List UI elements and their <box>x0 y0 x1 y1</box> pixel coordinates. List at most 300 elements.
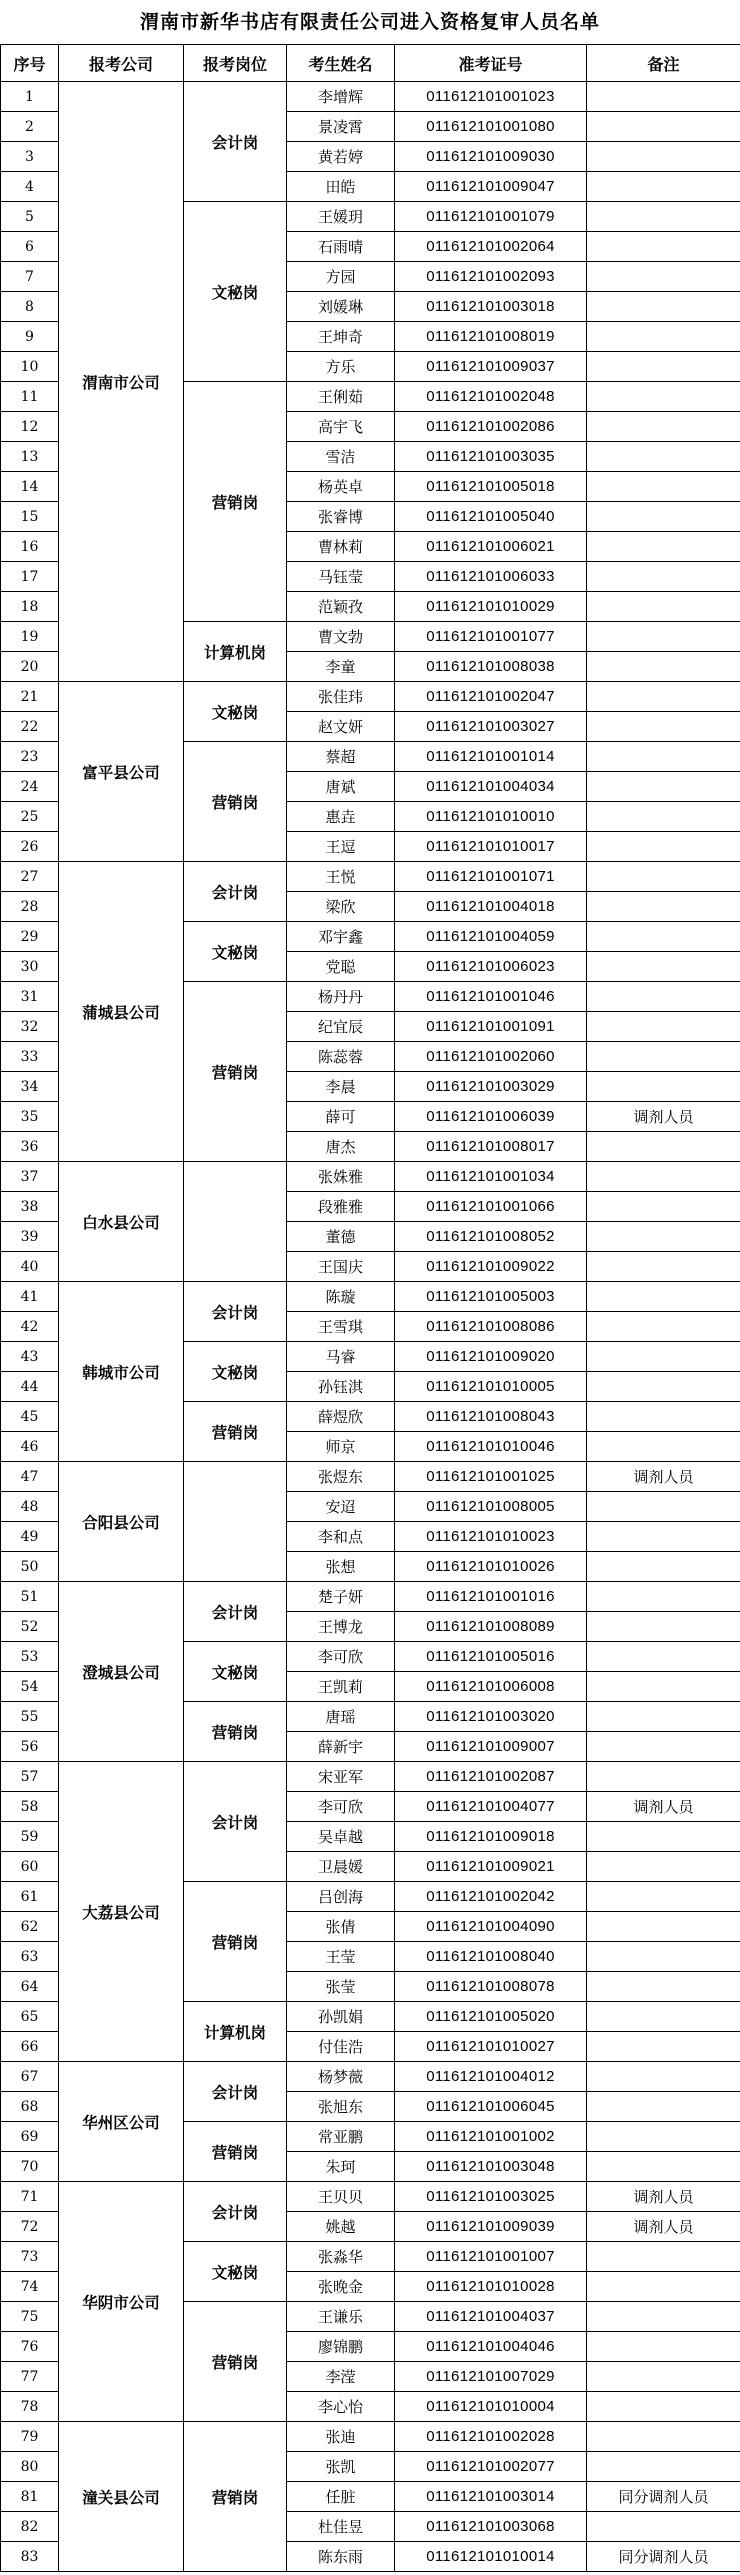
note-cell <box>587 232 740 262</box>
note-cell <box>587 1612 740 1642</box>
exam-id-cell: 011612101001046 <box>395 982 587 1012</box>
note-cell <box>587 2032 740 2062</box>
note-cell <box>587 322 740 352</box>
seq-cell: 44 <box>1 1372 59 1402</box>
seq-cell: 21 <box>1 682 59 712</box>
seq-cell: 55 <box>1 1702 59 1732</box>
seq-cell: 61 <box>1 1882 59 1912</box>
seq-cell: 40 <box>1 1252 59 1282</box>
seq-cell: 12 <box>1 412 59 442</box>
note-cell <box>587 2512 740 2542</box>
table-row <box>1 2182 740 2212</box>
note-cell <box>587 1432 740 1462</box>
note-cell <box>587 952 740 982</box>
note-cell <box>587 1132 740 1162</box>
exam-id-cell: 011612101002028 <box>395 2422 587 2452</box>
note-cell <box>587 262 740 292</box>
note-cell <box>587 2242 740 2272</box>
note-cell <box>587 832 740 862</box>
seq-cell: 70 <box>1 2152 59 2182</box>
exam-id-cell: 011612101008052 <box>395 1222 587 1252</box>
seq-cell: 30 <box>1 952 59 982</box>
exam-id-cell: 011612101001091 <box>395 1012 587 1042</box>
seq-cell: 81 <box>1 2482 59 2512</box>
seq-cell: 38 <box>1 1192 59 1222</box>
note-cell <box>587 1582 740 1612</box>
seq-cell: 31 <box>1 982 59 1012</box>
exam-id-cell: 011612101001066 <box>395 1192 587 1222</box>
seq-cell: 20 <box>1 652 59 682</box>
seq-cell: 36 <box>1 1132 59 1162</box>
exam-id-cell: 011612101010027 <box>395 2032 587 2062</box>
exam-id-cell: 011612101010029 <box>395 592 587 622</box>
table-row <box>1 1282 740 1312</box>
note-cell <box>587 1222 740 1252</box>
note-cell <box>587 682 740 712</box>
name-cell: 段雅雅 <box>287 1192 395 1222</box>
seq-cell: 14 <box>1 472 59 502</box>
exam-id-cell: 011612101002077 <box>395 2452 587 2482</box>
seq-cell: 1 <box>1 82 59 112</box>
note-cell <box>587 1372 740 1402</box>
name-cell: 刘媛琳 <box>287 292 395 322</box>
name-cell: 常亚鹏 <box>287 2122 395 2152</box>
seq-cell: 5 <box>1 202 59 232</box>
note-cell <box>587 1252 740 1282</box>
exam-id-cell: 011612101009020 <box>395 1342 587 1372</box>
note-cell <box>587 712 740 742</box>
seq-cell: 50 <box>1 1552 59 1582</box>
post-cell: 营销岗 <box>184 1882 287 2002</box>
exam-id-cell: 011612101009018 <box>395 1822 587 1852</box>
exam-id-cell: 011612101010046 <box>395 1432 587 1462</box>
company-cell: 澄城县公司 <box>59 1582 184 1762</box>
exam-id-cell: 011612101009030 <box>395 142 587 172</box>
name-cell: 唐斌 <box>287 772 395 802</box>
seq-cell: 74 <box>1 2272 59 2302</box>
name-cell: 王俐茹 <box>287 382 395 412</box>
name-cell: 朱珂 <box>287 2152 395 2182</box>
note-cell <box>587 1912 740 1942</box>
note-cell: 同分调剂人员 <box>587 2482 740 2512</box>
exam-id-cell: 011612101002042 <box>395 1882 587 1912</box>
company-cell: 白水县公司 <box>59 1162 184 1282</box>
name-cell: 安迢 <box>287 1492 395 1522</box>
name-cell: 李可欣 <box>287 1792 395 1822</box>
name-cell: 梁欣 <box>287 892 395 922</box>
seq-cell: 7 <box>1 262 59 292</box>
seq-cell: 42 <box>1 1312 59 1342</box>
post-cell: 会计岗 <box>184 1762 287 1882</box>
seq-cell: 19 <box>1 622 59 652</box>
note-cell <box>587 82 740 112</box>
seq-cell: 75 <box>1 2302 59 2332</box>
note-cell <box>587 862 740 892</box>
company-cell: 富平县公司 <box>59 682 184 862</box>
seq-cell: 26 <box>1 832 59 862</box>
exam-id-cell: 011612101006045 <box>395 2092 587 2122</box>
seq-cell: 46 <box>1 1432 59 1462</box>
note-cell <box>587 1642 740 1672</box>
note-cell <box>587 202 740 232</box>
exam-id-cell: 011612101001079 <box>395 202 587 232</box>
seq-cell: 33 <box>1 1042 59 1072</box>
note-cell <box>587 1972 740 2002</box>
exam-id-cell: 011612101010010 <box>395 802 587 832</box>
name-cell: 张佳玮 <box>287 682 395 712</box>
exam-id-cell: 011612101006033 <box>395 562 587 592</box>
seq-cell: 80 <box>1 2452 59 2482</box>
company-cell: 合阳县公司 <box>59 1462 184 1582</box>
note-cell <box>587 1822 740 1852</box>
exam-id-cell: 011612101001080 <box>395 112 587 142</box>
exam-id-cell: 011612101002060 <box>395 1042 587 1072</box>
name-cell: 张淼华 <box>287 2242 395 2272</box>
seq-cell: 71 <box>1 2182 59 2212</box>
post-cell <box>184 1462 287 1582</box>
note-cell <box>587 2362 740 2392</box>
seq-cell: 66 <box>1 2032 59 2062</box>
seq-cell: 62 <box>1 1912 59 1942</box>
name-cell: 纪宜辰 <box>287 1012 395 1042</box>
seq-cell: 24 <box>1 772 59 802</box>
exam-id-cell: 011612101002048 <box>395 382 587 412</box>
seq-cell: 51 <box>1 1582 59 1612</box>
name-cell: 王雪琪 <box>287 1312 395 1342</box>
post-cell: 营销岗 <box>184 2302 287 2422</box>
seq-cell: 57 <box>1 1762 59 1792</box>
exam-id-cell: 011612101003068 <box>395 2512 587 2542</box>
note-cell <box>587 2062 740 2092</box>
exam-id-cell: 011612101008017 <box>395 1132 587 1162</box>
exam-id-cell: 011612101010004 <box>395 2392 587 2422</box>
post-cell: 会计岗 <box>184 862 287 922</box>
name-cell: 薛煜欣 <box>287 1402 395 1432</box>
seq-cell: 2 <box>1 112 59 142</box>
exam-id-cell: 011612101001016 <box>395 1582 587 1612</box>
seq-cell: 23 <box>1 742 59 772</box>
seq-cell: 67 <box>1 2062 59 2092</box>
post-cell: 文秘岗 <box>184 2242 287 2302</box>
note-cell <box>587 802 740 832</box>
seq-cell: 73 <box>1 2242 59 2272</box>
name-cell: 马钰莹 <box>287 562 395 592</box>
note-cell <box>587 112 740 142</box>
name-cell: 范颖孜 <box>287 592 395 622</box>
exam-id-cell: 011612101001002 <box>395 2122 587 2152</box>
seq-cell: 54 <box>1 1672 59 1702</box>
table-row <box>1 1582 740 1612</box>
seq-cell: 16 <box>1 532 59 562</box>
exam-id-cell: 011612101004077 <box>395 1792 587 1822</box>
note-cell <box>587 1732 740 1762</box>
name-cell: 张凯 <box>287 2452 395 2482</box>
header-note: 备注 <box>587 45 740 82</box>
post-cell: 会计岗 <box>184 1582 287 1642</box>
note-cell <box>587 1852 740 1882</box>
exam-id-cell: 011612101003027 <box>395 712 587 742</box>
seq-cell: 25 <box>1 802 59 832</box>
exam-id-cell: 011612101010017 <box>395 832 587 862</box>
name-cell: 吴卓越 <box>287 1822 395 1852</box>
exam-id-cell: 011612101006023 <box>395 952 587 982</box>
post-cell: 文秘岗 <box>184 202 287 382</box>
name-cell: 王贝贝 <box>287 2182 395 2212</box>
note-cell <box>587 1702 740 1732</box>
seq-cell: 68 <box>1 2092 59 2122</box>
exam-id-cell: 011612101005003 <box>395 1282 587 1312</box>
exam-id-cell: 011612101008078 <box>395 1972 587 2002</box>
exam-id-cell: 011612101004090 <box>395 1912 587 1942</box>
note-cell <box>587 922 740 952</box>
post-cell <box>184 1162 287 1282</box>
post-cell: 营销岗 <box>184 1702 287 1762</box>
post-cell: 文秘岗 <box>184 1342 287 1402</box>
name-cell: 唐杰 <box>287 1132 395 1162</box>
seq-cell: 28 <box>1 892 59 922</box>
seq-cell: 39 <box>1 1222 59 1252</box>
name-cell: 师京 <box>287 1432 395 1462</box>
seq-cell: 32 <box>1 1012 59 1042</box>
name-cell: 王莹 <box>287 1942 395 1972</box>
note-cell <box>587 2122 740 2152</box>
company-cell: 渭南市公司 <box>59 82 184 682</box>
name-cell: 付佳浩 <box>287 2032 395 2062</box>
post-cell: 文秘岗 <box>184 922 287 982</box>
table-row <box>1 2062 740 2092</box>
header-seq: 序号 <box>1 45 59 82</box>
name-cell: 李童 <box>287 652 395 682</box>
exam-id-cell: 011612101001007 <box>395 2242 587 2272</box>
post-cell: 营销岗 <box>184 742 287 862</box>
exam-id-cell: 011612101007029 <box>395 2362 587 2392</box>
name-cell: 张迪 <box>287 2422 395 2452</box>
seq-cell: 64 <box>1 1972 59 2002</box>
name-cell: 张煜东 <box>287 1462 395 1492</box>
name-cell: 张倩 <box>287 1912 395 1942</box>
note-cell <box>587 442 740 472</box>
name-cell: 王国庆 <box>287 1252 395 1282</box>
exam-id-cell: 011612101006039 <box>395 1102 587 1132</box>
note-cell <box>587 1162 740 1192</box>
seq-cell: 35 <box>1 1102 59 1132</box>
name-cell: 赵文妍 <box>287 712 395 742</box>
note-cell <box>587 142 740 172</box>
seq-cell: 45 <box>1 1402 59 1432</box>
exam-id-cell: 011612101003035 <box>395 442 587 472</box>
note-cell <box>587 502 740 532</box>
name-cell: 李滢 <box>287 2362 395 2392</box>
name-cell: 王逗 <box>287 832 395 862</box>
post-cell: 营销岗 <box>184 2122 287 2182</box>
header-post: 报考岗位 <box>184 45 287 82</box>
exam-id-cell: 011612101005040 <box>395 502 587 532</box>
name-cell: 张想 <box>287 1552 395 1582</box>
company-cell: 大荔县公司 <box>59 1762 184 2062</box>
name-cell: 楚子妍 <box>287 1582 395 1612</box>
name-cell: 张睿博 <box>287 502 395 532</box>
seq-cell: 83 <box>1 2542 59 2572</box>
page-title: 渭南市新华书店有限责任公司进入资格复审人员名单 <box>139 11 600 33</box>
name-cell: 景凌霄 <box>287 112 395 142</box>
exam-id-cell: 011612101006021 <box>395 532 587 562</box>
note-cell <box>587 1342 740 1372</box>
post-cell: 文秘岗 <box>184 1642 287 1702</box>
exam-id-cell: 011612101002093 <box>395 262 587 292</box>
seq-cell: 6 <box>1 232 59 262</box>
table-row <box>1 682 740 712</box>
seq-cell: 13 <box>1 442 59 472</box>
seq-cell: 65 <box>1 2002 59 2032</box>
seq-cell: 22 <box>1 712 59 742</box>
note-cell <box>587 292 740 322</box>
note-cell <box>587 1942 740 1972</box>
seq-cell: 58 <box>1 1792 59 1822</box>
exam-id-cell: 011612101001034 <box>395 1162 587 1192</box>
seq-cell: 4 <box>1 172 59 202</box>
note-cell: 同分调剂人员 <box>587 2542 740 2572</box>
seq-cell: 53 <box>1 1642 59 1672</box>
name-cell: 姚越 <box>287 2212 395 2242</box>
note-cell: 调剂人员 <box>587 1462 740 1492</box>
exam-id-cell: 011612101004059 <box>395 922 587 952</box>
note-cell <box>587 1312 740 1342</box>
note-cell <box>587 2272 740 2302</box>
exam-id-cell: 011612101001023 <box>395 82 587 112</box>
post-cell: 会计岗 <box>184 2182 287 2242</box>
name-cell: 陈东雨 <box>287 2542 395 2572</box>
note-cell <box>587 1672 740 1702</box>
note-cell <box>587 1522 740 1552</box>
table-row <box>1 1162 740 1192</box>
exam-id-cell: 011612101002087 <box>395 1762 587 1792</box>
name-cell: 雪洁 <box>287 442 395 472</box>
name-cell: 李心怡 <box>287 2392 395 2422</box>
name-cell: 蔡超 <box>287 742 395 772</box>
seq-cell: 49 <box>1 1522 59 1552</box>
post-cell: 计算机岗 <box>184 622 287 682</box>
name-cell: 曹林莉 <box>287 532 395 562</box>
name-cell: 田皓 <box>287 172 395 202</box>
company-cell: 韩城市公司 <box>59 1282 184 1462</box>
note-cell <box>587 2332 740 2362</box>
name-cell: 孙钰淇 <box>287 1372 395 1402</box>
name-cell: 张晚金 <box>287 2272 395 2302</box>
exam-id-cell: 011612101004046 <box>395 2332 587 2362</box>
exam-id-cell: 011612101002064 <box>395 232 587 262</box>
exam-id-cell: 011612101001014 <box>395 742 587 772</box>
post-cell: 营销岗 <box>184 1402 287 1462</box>
note-cell <box>587 1072 740 1102</box>
table-row <box>1 1462 740 1492</box>
post-cell: 计算机岗 <box>184 2002 287 2062</box>
exam-id-cell: 011612101003029 <box>395 1072 587 1102</box>
post-cell: 会计岗 <box>184 1282 287 1342</box>
name-cell: 宋亚军 <box>287 1762 395 1792</box>
name-cell: 董德 <box>287 1222 395 1252</box>
exam-id-cell: 011612101010023 <box>395 1522 587 1552</box>
seq-cell: 9 <box>1 322 59 352</box>
header-row <box>1 45 740 82</box>
name-cell: 曹文勃 <box>287 622 395 652</box>
note-cell <box>587 1012 740 1042</box>
name-cell: 杨英卓 <box>287 472 395 502</box>
name-cell: 惠垚 <box>287 802 395 832</box>
note-cell: 调剂人员 <box>587 1792 740 1822</box>
name-cell: 石雨晴 <box>287 232 395 262</box>
note-cell: 调剂人员 <box>587 2212 740 2242</box>
exam-id-cell: 011612101009039 <box>395 2212 587 2242</box>
company-cell: 华阴市公司 <box>59 2182 184 2422</box>
header-name: 考生姓名 <box>287 45 395 82</box>
note-cell <box>587 1192 740 1222</box>
table-row <box>1 82 740 112</box>
exam-id-cell: 011612101009037 <box>395 352 587 382</box>
seq-cell: 10 <box>1 352 59 382</box>
note-cell <box>587 412 740 442</box>
name-cell: 王悦 <box>287 862 395 892</box>
seq-cell: 41 <box>1 1282 59 1312</box>
name-cell: 吕创海 <box>287 1882 395 1912</box>
note-cell <box>587 382 740 412</box>
exam-id-cell: 011612101009047 <box>395 172 587 202</box>
name-cell: 廖锦鹏 <box>287 2332 395 2362</box>
name-cell: 陈蕊蓉 <box>287 1042 395 1072</box>
seq-cell: 52 <box>1 1612 59 1642</box>
name-cell: 方园 <box>287 262 395 292</box>
exam-id-cell: 011612101004012 <box>395 2062 587 2092</box>
exam-id-cell: 011612101005016 <box>395 1642 587 1672</box>
header-exam-id: 准考证号 <box>395 45 587 82</box>
name-cell: 薛新宇 <box>287 1732 395 1762</box>
exam-id-cell: 011612101009007 <box>395 1732 587 1762</box>
note-cell <box>587 2152 740 2182</box>
exam-id-cell: 011612101010028 <box>395 2272 587 2302</box>
name-cell: 杜佳昱 <box>287 2512 395 2542</box>
name-cell: 马睿 <box>287 1342 395 1372</box>
seq-cell: 18 <box>1 592 59 622</box>
post-cell: 文秘岗 <box>184 682 287 742</box>
table-row <box>1 2422 740 2452</box>
note-cell <box>587 2392 740 2422</box>
exam-id-cell: 011612101008043 <box>395 1402 587 1432</box>
note-cell <box>587 1042 740 1072</box>
exam-id-cell: 011612101008086 <box>395 1312 587 1342</box>
exam-id-cell: 011612101003014 <box>395 2482 587 2512</box>
exam-id-cell: 011612101004018 <box>395 892 587 922</box>
note-cell <box>587 172 740 202</box>
name-cell: 李和点 <box>287 1522 395 1552</box>
name-cell: 杨丹丹 <box>287 982 395 1012</box>
name-cell: 薛可 <box>287 1102 395 1132</box>
name-cell: 杨梦薇 <box>287 2062 395 2092</box>
note-cell <box>587 772 740 802</box>
seq-cell: 8 <box>1 292 59 322</box>
note-cell <box>587 472 740 502</box>
exam-id-cell: 011612101003048 <box>395 2152 587 2182</box>
seq-cell: 82 <box>1 2512 59 2542</box>
table-row <box>1 862 740 892</box>
exam-id-cell: 011612101005018 <box>395 472 587 502</box>
note-cell <box>587 2422 740 2452</box>
exam-id-cell: 011612101008040 <box>395 1942 587 1972</box>
note-cell <box>587 2452 740 2482</box>
name-cell: 李晨 <box>287 1072 395 1102</box>
name-cell: 张姝雅 <box>287 1162 395 1192</box>
name-cell: 王坤奇 <box>287 322 395 352</box>
post-cell: 会计岗 <box>184 82 287 202</box>
candidate-table <box>0 44 740 2572</box>
